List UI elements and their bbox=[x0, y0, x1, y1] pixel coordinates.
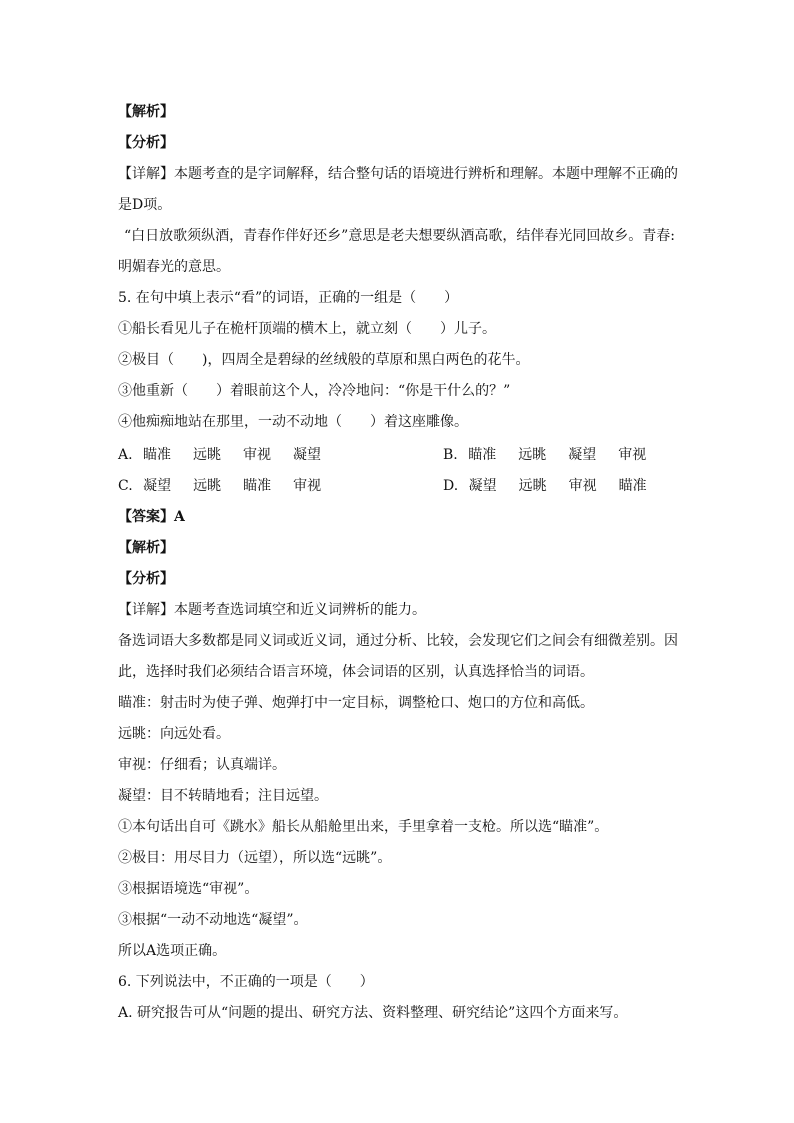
option-word: 凝望 bbox=[468, 478, 497, 494]
section-heading-analyze: 【分析】 bbox=[118, 135, 174, 151]
answer-line: 【答案】A bbox=[118, 509, 185, 525]
paragraph-line: 备选词语大多数都是同义词或近义词，通过分析、比较，会发现它们之间会有细微差别。因 bbox=[118, 633, 678, 649]
option-word: 凝望 bbox=[568, 447, 597, 463]
option-word: 瞄准 bbox=[143, 447, 172, 463]
option-d bbox=[443, 477, 669, 495]
option-word: 瞄准 bbox=[243, 478, 272, 494]
paragraph-line: 【详解】本题考查的是字词解释，结合整句话的语境进行辨析和理解。本题中理解不正确的 bbox=[118, 166, 678, 182]
option-word: 瞄准 bbox=[618, 478, 647, 494]
section-heading-analysis: 【解析】 bbox=[118, 540, 174, 556]
option-word: 审视 bbox=[618, 447, 647, 463]
paragraph-line: “白日放歌须纵酒，青春作伴好还乡”意思是老夫想要纵酒高歌，结伴春光同回故乡。青春: bbox=[124, 228, 676, 244]
explanation-line: 所以A选项正确。 bbox=[118, 943, 227, 959]
option-b bbox=[443, 446, 668, 464]
option-word: 瞄准 bbox=[468, 447, 497, 463]
question-5-sentence-2: ②极目（ )，四周全是碧绿的丝绒般的草原和黑白两色的花牛。 bbox=[118, 352, 530, 368]
question-5-sentence-1: ①船长看见儿子在桅杆顶端的横木上，就立刻（ ）儿子。 bbox=[118, 321, 496, 337]
question-5-sentence-4: ④他痴痴地站在那里，一动不动地（ ）着这座雕像。 bbox=[118, 414, 468, 430]
option-label: C. bbox=[118, 478, 133, 494]
explanation-line: ①本句话出自可《跳水》船长从船舱里出来，手里拿着一支枪。所以选“瞄准”。 bbox=[118, 819, 609, 835]
definition-line: 审视：仔细看；认真端详。 bbox=[118, 757, 286, 773]
option-label: D. bbox=[443, 478, 459, 494]
option-word: 远眺 bbox=[193, 478, 222, 494]
option-word: 远眺 bbox=[518, 447, 547, 463]
option-word: 审视 bbox=[243, 447, 272, 463]
section-heading-analyze: 【分析】 bbox=[118, 571, 174, 587]
explanation-line: ②极目：用尽目力（远望），所以选“远眺”。 bbox=[118, 850, 392, 866]
definition-line: 瞄准：射击时为使子弹、炮弹打中一定目标，调整枪口、炮口的方位和高低。 bbox=[118, 695, 594, 711]
option-word: 远眺 bbox=[193, 447, 222, 463]
question-5-sentence-3: ③他重新（ ）着眼前这个人，冷冷地问：“你是干什么的？” bbox=[118, 383, 511, 399]
explanation-line: ③根据语境选“审视”。 bbox=[118, 881, 259, 897]
option-label: A. bbox=[118, 447, 133, 463]
option-word: 远眺 bbox=[518, 478, 547, 494]
option-word: 审视 bbox=[568, 478, 597, 494]
definition-line: 凝望：目不转睛地看；注目远望。 bbox=[118, 788, 328, 804]
explanation-line: ③根据“一动不动地选“凝望”。 bbox=[118, 912, 308, 928]
question-6-option-a: A. 研究报告可从“问题的提出、研究方法、资料整理、研究结论”这四个方面来写。 bbox=[118, 1005, 628, 1021]
question-6-stem: 6. 下列说法中，不正确的一项是（ ） bbox=[118, 974, 374, 990]
question-5-stem: 5. 在句中填上表示“看”的词语，正确的一组是（ ） bbox=[118, 290, 459, 306]
option-word: 凝望 bbox=[293, 447, 322, 463]
paragraph-line: 此，选择时我们必须结合语言环境，体会词语的区别，认真选择恰当的词语。 bbox=[118, 664, 594, 680]
option-word: 凝望 bbox=[143, 478, 172, 494]
paragraph-line: 【详解】本题考查选词填空和近义词辨析的能力。 bbox=[118, 602, 426, 618]
option-c bbox=[118, 477, 343, 495]
paragraph-line: 明媚春光的意思。 bbox=[118, 259, 230, 275]
option-word: 审视 bbox=[293, 478, 322, 494]
definition-line: 远眺：向远处看。 bbox=[118, 726, 230, 742]
paragraph-line: 是D项。 bbox=[118, 197, 172, 213]
option-label: B. bbox=[443, 447, 458, 463]
option-a bbox=[118, 446, 343, 464]
section-heading-analysis: 【解析】 bbox=[118, 104, 174, 120]
